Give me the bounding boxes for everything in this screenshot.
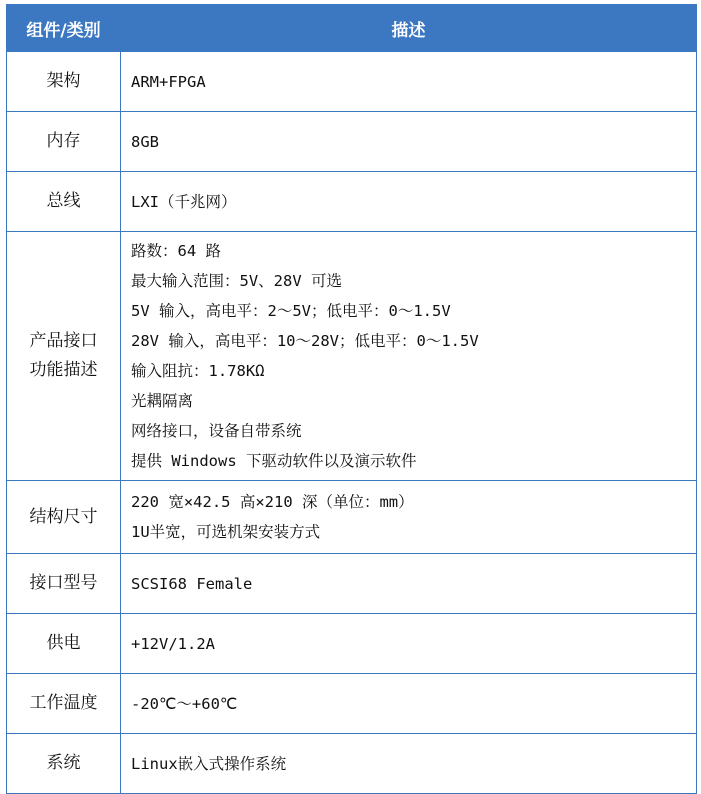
table-row [7, 112, 697, 172]
spec-table [6, 4, 697, 794]
table-row [7, 232, 697, 481]
row-label [7, 674, 121, 734]
row-description-line: 输入阻抗：1.78KΩ [131, 362, 265, 380]
row-label-text: 总线 [46, 191, 81, 211]
row-description [121, 52, 697, 112]
row-description [121, 232, 697, 481]
row-description-line: 28V 输入，高电平：10～28V；低电平：0～1.5V [131, 332, 479, 350]
table-row [7, 554, 697, 614]
row-description-line: +12V/1.2A [131, 634, 215, 653]
row-label-text: 工作温度 [29, 693, 98, 713]
row-description-line: 网络接口，设备自带系统 [131, 422, 302, 440]
row-label [7, 232, 121, 481]
header-description: 描述 [121, 5, 697, 52]
row-label [7, 172, 121, 232]
row-description-line: 最大输入范围：5V、28V 可选 [131, 272, 342, 290]
row-label [7, 734, 121, 794]
row-description [121, 112, 697, 172]
row-description-line: LXI（千兆网） [131, 192, 237, 211]
row-label [7, 481, 121, 554]
table-row [7, 52, 697, 112]
row-description [121, 481, 697, 554]
table-row [7, 481, 697, 554]
row-label-text: 产品接口 [29, 331, 98, 351]
row-label-text: 结构尺寸 [29, 506, 98, 527]
row-description-line: 1U半宽，可选机架安装方式 [131, 523, 321, 541]
row-description-line: SCSI68 Female [131, 574, 253, 593]
row-label [7, 52, 121, 112]
table-row [7, 172, 697, 232]
row-description [121, 554, 697, 614]
table-row [7, 614, 697, 674]
row-label-text: 内存 [46, 131, 81, 151]
row-label-text: 架构 [46, 71, 81, 91]
row-description-line: Linux嵌入式操作系统 [131, 754, 287, 773]
row-description-line: 提供 Windows 下驱动软件以及演示软件 [131, 452, 417, 470]
table-row [7, 734, 697, 794]
row-description-line: ARM+FPGA [131, 72, 206, 91]
row-label [7, 554, 121, 614]
row-label-text: 功能描述 [29, 360, 98, 380]
table-row [7, 674, 697, 734]
row-description-line: 8GB [131, 132, 159, 151]
row-label-text: 接口型号 [29, 573, 98, 593]
row-label [7, 614, 121, 674]
row-description-line: -20℃～+60℃ [131, 694, 238, 713]
row-label-text: 系统 [46, 753, 81, 773]
row-description [121, 614, 697, 674]
row-description [121, 172, 697, 232]
row-description-line: 路数：64 路 [131, 242, 221, 260]
table-header-row [7, 5, 697, 52]
row-label-text: 供电 [46, 633, 81, 653]
row-description [121, 674, 697, 734]
row-description-line: 5V 输入，高电平：2～5V；低电平：0～1.5V [131, 302, 451, 320]
header-category: 组件/类别 [7, 5, 121, 52]
row-description [121, 734, 697, 794]
row-description-line: 220 宽×42.5 高×210 深（单位：mm） [131, 493, 414, 511]
row-label [7, 112, 121, 172]
row-description-line: 光耦隔离 [131, 392, 194, 410]
spec-table-container [6, 4, 696, 794]
